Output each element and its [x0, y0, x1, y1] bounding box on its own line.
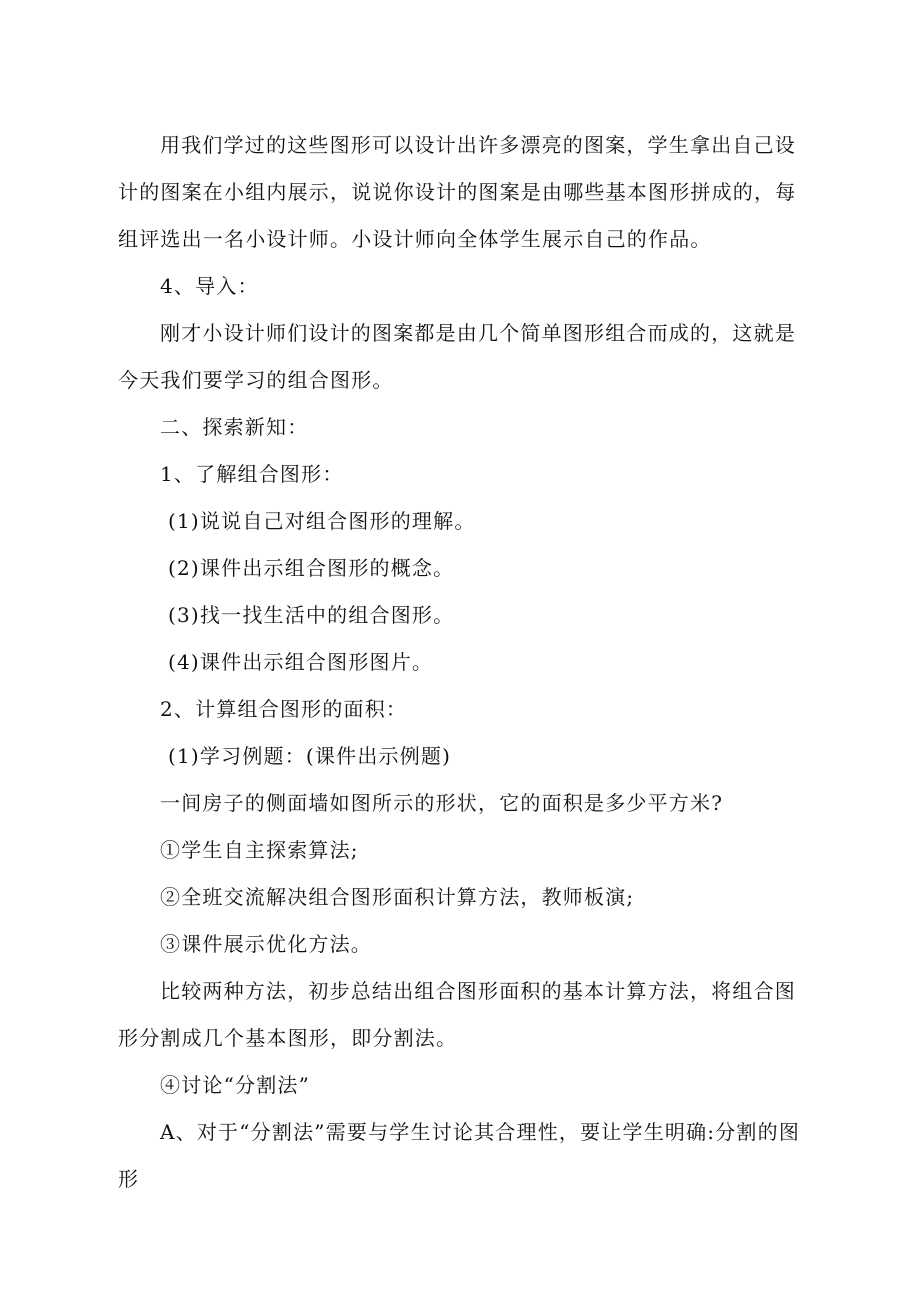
- paragraph-design-patterns: 用我们学过的这些图形可以设计出许多漂亮的图案，学生拿出自己设计的图案在小组内展示，说说你设计的图案是由哪些基本图形拼成的，每组评选出一名小设计师。小设计师向全体学生展示自己的作品。: [118, 133, 797, 251]
- list-item-example: (1)学习例题：(课件出示例题): [168, 744, 452, 768]
- paragraph-discussion-a: A、对于“分割法”需要与学生讨论其合理性，要让学生明确:分割的图形: [118, 1120, 801, 1191]
- list-item-1: (1)说说自己对组合图形的理解。: [168, 509, 476, 533]
- paragraph-introduction: 刚才小设计师们设计的图案都是由几个简单图形组合而成的，这就是今天我们要学习的组合图形。: [118, 321, 796, 392]
- heading-explore-new-knowledge: 二、探索新知：: [160, 415, 309, 439]
- document-body: [118, 122, 802, 1203]
- heading-introduction: 4、导入：: [160, 274, 259, 298]
- step-1: ①学生自主探索算法;: [160, 838, 359, 862]
- heading-understand-composite-shapes: 1、了解组合图形：: [160, 462, 344, 486]
- paragraph-compare-methods: 比较两种方法，初步总结出组合图形面积的基本计算方法，将组合图形分割成几个基本图形，即分割法。: [118, 979, 796, 1050]
- list-item-3: (3)找一找生活中的组合图形。: [168, 603, 455, 627]
- step-2: ②全班交流解决组合图形面积计算方法，教师板演;: [160, 885, 635, 909]
- step-3: ③课件展示优化方法。: [160, 932, 372, 956]
- list-item-2: (2)课件出示组合图形的概念。: [168, 556, 455, 580]
- step-4: ④讨论“分割法”: [160, 1073, 311, 1097]
- paragraph-example-question: 一间房子的侧面墙如图所示的形状，它的面积是多少平方米?: [160, 791, 724, 815]
- heading-calculate-area: 2、计算组合图形的面积：: [160, 697, 408, 721]
- list-item-4: (4)课件出示组合图形图片。: [168, 650, 434, 674]
